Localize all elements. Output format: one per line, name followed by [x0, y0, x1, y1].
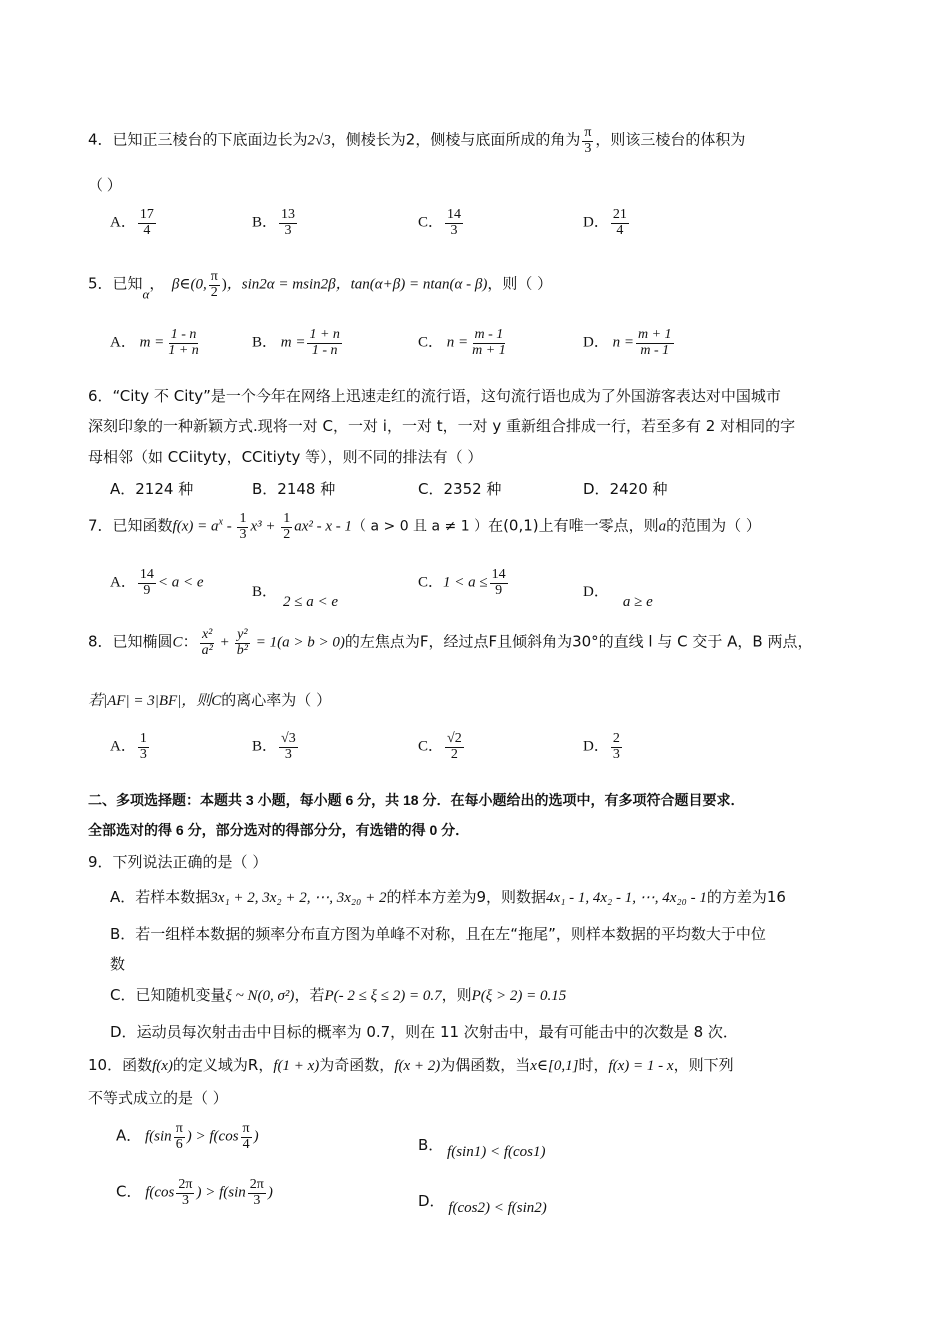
q5-beta-in: β∈(0, [171, 276, 207, 293]
q6-c-text: 2352 种 [443, 480, 502, 498]
q8-c-label: C． [418, 738, 444, 755]
q9-option-c [110, 984, 566, 1005]
q5-a-lhs: m = [139, 334, 165, 351]
q8-stem-a: 8．已知椭圆 [88, 632, 173, 651]
q8-y-fraction [235, 628, 250, 658]
q6-option-b [252, 478, 335, 499]
q7-d-label: D． [583, 584, 609, 600]
q5-cond2: tan(α+β) = ntan(α - β) [350, 276, 488, 293]
q8-option-a [110, 732, 151, 762]
q8-line2 [88, 689, 331, 710]
q4-a-den: 4 [143, 222, 151, 238]
q8-a-num: 1 [139, 731, 147, 746]
q5-b-fraction [307, 328, 341, 358]
q9-a-text1: 若样本数据 [135, 888, 211, 906]
q10-option-b [418, 1134, 546, 1160]
q5-close: ) [221, 276, 227, 293]
q7-f1n: 1 [239, 511, 247, 526]
q8-stem-b: 的左焦点为F，经过点F且倾斜角为30°的直线 l 与 C 交于 A，B 两点， [344, 632, 813, 651]
q10-c-d1: 3 [181, 1192, 189, 1208]
q9-option-b [110, 923, 766, 944]
q9-c-text2: ，若 [294, 986, 325, 1004]
q9-a-text3: 的方差为16 [706, 888, 786, 906]
q10-stem-a: 10．函数 [88, 1056, 153, 1074]
q8-option-b [252, 732, 300, 762]
q4-paren: （ ） [88, 178, 122, 194]
q4-c-den: 3 [450, 222, 458, 238]
q6-b-text: 2148 种 [277, 480, 336, 498]
q7-a-post: < a < e [157, 574, 204, 591]
q5-b-lhs: m = [280, 334, 306, 351]
q8-c-fraction [445, 732, 464, 762]
q10-a-post: ) [253, 1128, 259, 1145]
q4-b-den: 3 [284, 222, 292, 238]
q8-d-label: D． [583, 738, 609, 755]
q9-c-math2: P(- 2 ≤ ξ ≤ 2) = 0.7 [324, 988, 442, 1004]
q6-d-text: 2420 种 [609, 480, 668, 498]
q8-b-num: √3 [281, 731, 296, 746]
q5-option-c [418, 328, 510, 358]
q10-a-frac2 [241, 1122, 252, 1152]
q5-c-lhs: n = [446, 334, 469, 351]
section2-line2: 全部选对的得 6 分，部分选对的得部分分，有选错的得 0 分． [88, 822, 470, 838]
q7-c-num: 14 [491, 567, 506, 582]
q9-stem: 9．下列说法正确的是（ ） [88, 853, 268, 871]
q9-c-text3: ，则 [441, 986, 472, 1004]
q10-c-mid: ) > f(sin [196, 1184, 246, 1201]
q4-option-a [110, 208, 158, 238]
q10-a-frac1 [174, 1122, 185, 1152]
q6-line2: 深刻印象的一种新颖方式.现将一对 C，一对 i，一对 t，一对 y 重新组合排成一行，若至多有 2 对相同的字 [88, 417, 796, 435]
q6-b-label: B． [252, 480, 278, 498]
q10-line2: 不等式成立的是（ ） [88, 1089, 228, 1107]
q9-a-text2: 的样本方差为9，则数据 [386, 888, 547, 906]
q10-b-text: f(sin1) < f(cos1) [447, 1144, 546, 1160]
q8-yd: b² [236, 642, 248, 658]
q5-option-b [252, 328, 344, 358]
q4-d-num: 21 [612, 207, 627, 222]
q4-a-label: A． [110, 214, 136, 231]
q7-c-label: C． [418, 574, 444, 591]
q4-angle-fraction [582, 126, 593, 156]
q7-f2n: 1 [283, 511, 291, 526]
q9-d-text: 运动员每次射击击中目标的概率为 0.7，则在 11 次射击中，最有可能击中的次数是 8 次． [136, 1023, 738, 1041]
q7-stem-a: 7．已知函数 [88, 516, 173, 535]
q10-f: f(x) [152, 1058, 173, 1074]
q7-stem [88, 512, 761, 542]
q10-stem-d: 为偶函数，当 [440, 1056, 531, 1074]
section2-line1: 二、多项选择题：本题共 3 小题，每小题 6 分，共 18 分．在每小题给出的选项中，有多项符合题目要求． [88, 792, 745, 808]
q9-c-text1: 已知随机变量 [135, 986, 226, 1004]
q8-a-fraction [138, 732, 149, 762]
q4-d-den: 4 [616, 222, 624, 238]
q10-stem [88, 1054, 734, 1075]
q5-alpha: α [142, 286, 150, 302]
q6-d-label: D． [583, 480, 610, 498]
q10-d-label: D． [418, 1192, 445, 1210]
q7-b-label: B． [252, 584, 278, 600]
q10-a-d2: 4 [242, 1136, 250, 1152]
q7-f2d: 2 [283, 526, 291, 542]
q6-c-label: C． [418, 480, 444, 498]
q5-b-label: B． [252, 334, 278, 351]
q8-line2-b: C [211, 693, 222, 709]
q10-c-n1: 2π [178, 1177, 193, 1192]
q9-d-label: D． [110, 1023, 137, 1041]
q6-line1: 6．“City 不 City”是一个今年在网络上迅速走红的流行语，这句流行语也成为了外国游客表达对中国城市 [88, 387, 781, 405]
q10-stem-e: 时， [578, 1056, 609, 1074]
q10-stem-c: 为奇函数， [319, 1056, 395, 1074]
q5-two: 2 [210, 284, 218, 300]
q5-d-num: m + 1 [637, 327, 672, 342]
q8-stem [88, 628, 812, 658]
q6-option-a [110, 478, 193, 499]
q8-d-num: 2 [612, 731, 620, 746]
q5-option-a [110, 328, 203, 358]
q7-option-b [252, 580, 339, 610]
q7-f1d: 3 [239, 526, 247, 542]
q5-a-num: 1 - n [170, 327, 197, 342]
q5-a-label: A． [110, 334, 136, 351]
q8-c: C [172, 634, 183, 651]
q7-a-num: 14 [139, 567, 154, 582]
q7-b-text: 2 ≤ a < e [283, 594, 339, 610]
q10-a-pre: f(sin [145, 1128, 172, 1145]
q4-option-d [583, 208, 631, 238]
q5-stem-a: 5．已知 [88, 274, 143, 293]
q8-b-den: 3 [284, 746, 292, 762]
q7-option-d [583, 580, 653, 610]
q7-option-a [110, 568, 204, 598]
q10-a-mid: ) > f(cos [186, 1128, 239, 1145]
q5-c-fraction [470, 328, 508, 358]
q4-c-label: C． [418, 214, 444, 231]
q5-d-fraction [636, 328, 674, 358]
q10-stem-f: ，则下列 [673, 1056, 734, 1074]
q9-option-b-cont: 数 [110, 955, 126, 973]
q5-stem-c: ，则（ ） [487, 274, 553, 293]
q9-a-math2: 4x₁ - 1, 4x₂ - 1, ⋯, 4x₂₀ - 1 [546, 890, 707, 906]
q4-option-c [418, 208, 465, 238]
q10-a-d1: 6 [175, 1136, 183, 1152]
q9-b-text1: 若一组样本数据的频率分布直方图为单峰不对称，且在左“拖尾”，则样本数据的平均数大于中位 [135, 925, 766, 943]
q8-colon: ： [182, 632, 198, 651]
q4-stem-c: ，则该三棱台的体积为 [595, 130, 746, 149]
q7-a-den: 9 [143, 582, 151, 598]
q10-option-c [116, 1178, 273, 1208]
q6-a-label: A． [110, 480, 136, 498]
q7-func-x: x [218, 516, 223, 528]
q10-c-n2: 2π [249, 1177, 264, 1192]
q7-frac2 [281, 512, 292, 542]
q10-stem-b: 的定义域为R， [172, 1056, 274, 1074]
q4-b-num: 13 [281, 207, 296, 222]
q7-c-den: 9 [495, 582, 503, 598]
q7-func-a: f(x) = a [172, 518, 219, 535]
q6-a-text: 2124 种 [135, 480, 194, 498]
q5-pi: π [210, 269, 218, 284]
q7-c-fraction [490, 568, 508, 598]
q8-xn: x² [201, 627, 213, 642]
q8-option-d [583, 732, 624, 762]
q4-b-label: B． [252, 214, 278, 231]
q9-a-math1: 3x₁ + 2, 3x₂ + 2, ⋯, 3x₂₀ + 2 [210, 890, 387, 906]
q4-option-b [252, 208, 299, 238]
q10-c-label: C． [116, 1182, 142, 1201]
q4-c-num: 14 [447, 207, 462, 222]
q9-b-label: B． [110, 925, 136, 943]
q4-c-fraction [445, 208, 463, 238]
q9-c-math3: P(ξ > 2) = 0.15 [471, 988, 567, 1004]
q8-yn: y² [237, 627, 248, 642]
q5-stem-b: ， [149, 274, 165, 293]
q7-func-c: x³ + [250, 518, 280, 535]
q10-a-n2: π [242, 1121, 250, 1136]
q10-m2: f(x + 2) [394, 1058, 441, 1074]
q8-option-c [418, 732, 466, 762]
q8-a-label: A． [110, 738, 136, 755]
q10-c-post: ) [267, 1184, 273, 1201]
q8-b-fraction [279, 732, 298, 762]
q10-c-pre: f(cos [145, 1184, 175, 1201]
q4-angle-num: π [584, 125, 592, 140]
q5-c-den: m + 1 [472, 342, 506, 358]
q7-cond: （ a > 0 且 a ≠ 1 ） [352, 518, 489, 535]
q5-c-label: C． [418, 334, 444, 351]
q9-option-d [110, 1021, 738, 1042]
q7-stem-c: 的范围为（ ） [666, 516, 761, 535]
q10-m3: x∈[0,1] [530, 1058, 579, 1074]
q5-d-label: D． [583, 334, 609, 351]
q5-pi-fraction [209, 270, 220, 300]
q8-c-num: √2 [447, 731, 462, 746]
q10-d-text: f(cos2) < f(sin2) [448, 1200, 547, 1216]
q4-a-num: 17 [139, 207, 154, 222]
q5-a-den: 1 + n [168, 342, 199, 358]
q6-option-c [418, 478, 501, 499]
q7-option-c [418, 568, 510, 598]
q4-angle-den: 3 [584, 140, 592, 156]
q9-option-a [110, 886, 786, 907]
q5-a-fraction [166, 328, 200, 358]
q4-b-fraction [279, 208, 297, 238]
q10-a-n1: π [175, 1121, 183, 1136]
q8-a-den: 3 [139, 746, 147, 762]
q10-a-label: A． [116, 1126, 142, 1145]
q5-option-d [583, 328, 676, 358]
q4-d-label: D． [583, 214, 609, 231]
q4-stem-b: ，侧棱长为2，侧棱与底面所成的角为 [330, 130, 581, 149]
q5-stem [88, 270, 552, 303]
q9-c-math1: ξ ~ N(0, σ²) [225, 988, 295, 1004]
q5-cond1: ，sin2α = msin2β， [226, 276, 351, 293]
q6-option-d [583, 478, 668, 499]
q8-plus: + [216, 634, 233, 651]
q5-d-den: m - 1 [640, 342, 670, 358]
q9-c-label: C． [110, 986, 136, 1004]
q5-b-num: 1 + n [309, 327, 340, 342]
q7-a: a [658, 518, 667, 535]
q8-c-den: 2 [450, 746, 458, 762]
q9-a-label: A． [110, 888, 136, 906]
q7-d-text: a ≥ e [622, 594, 653, 610]
q10-c-frac1 [176, 1178, 194, 1208]
q7-func-d: ax² - x - 1 [294, 518, 353, 535]
q7-a-label: A． [110, 574, 136, 591]
q4-edge: 2√3 [307, 132, 331, 149]
q5-c-num: m - 1 [474, 327, 504, 342]
q4-a-fraction [138, 208, 156, 238]
q10-m4: f(x) = 1 - x [608, 1058, 674, 1074]
q7-func-b: - [222, 518, 236, 535]
q5-b-den: 1 - n [311, 342, 338, 358]
q10-c-d2: 3 [253, 1192, 261, 1208]
q6-line3: 母相邻（如 CCiityty，CCitiyty 等），则不同的排法有（ ） [88, 448, 483, 466]
q7-frac1 [237, 512, 248, 542]
q8-x-fraction [200, 628, 215, 658]
q8-xd: a² [201, 642, 213, 658]
q5-d-lhs: n = [612, 334, 634, 351]
q8-line2-c: 的离心率为（ ） [221, 691, 332, 709]
q10-m1: f(1 + x) [273, 1058, 320, 1074]
q10-option-d [418, 1190, 547, 1216]
q10-c-frac2 [248, 1178, 266, 1208]
q8-eq: = 1(a > b > 0) [251, 634, 345, 651]
q8-b-label: B． [252, 738, 278, 755]
q7-a-fraction [138, 568, 156, 598]
q7-stem-b: 在(0,1)上有唯一零点，则 [488, 516, 659, 535]
q4-stem-a: 4．已知正三棱台的下底面边长为 [88, 130, 308, 149]
q10-b-label: B． [418, 1136, 444, 1154]
q4-d-fraction [611, 208, 629, 238]
q7-c-pre: 1 < a ≤ [443, 574, 488, 591]
q8-d-den: 3 [612, 746, 620, 762]
q8-d-fraction [611, 732, 622, 762]
q10-option-a [116, 1122, 259, 1152]
q8-line2-a: 若|AF| = 3|BF|，则 [88, 693, 212, 709]
q4-stem [88, 126, 745, 156]
